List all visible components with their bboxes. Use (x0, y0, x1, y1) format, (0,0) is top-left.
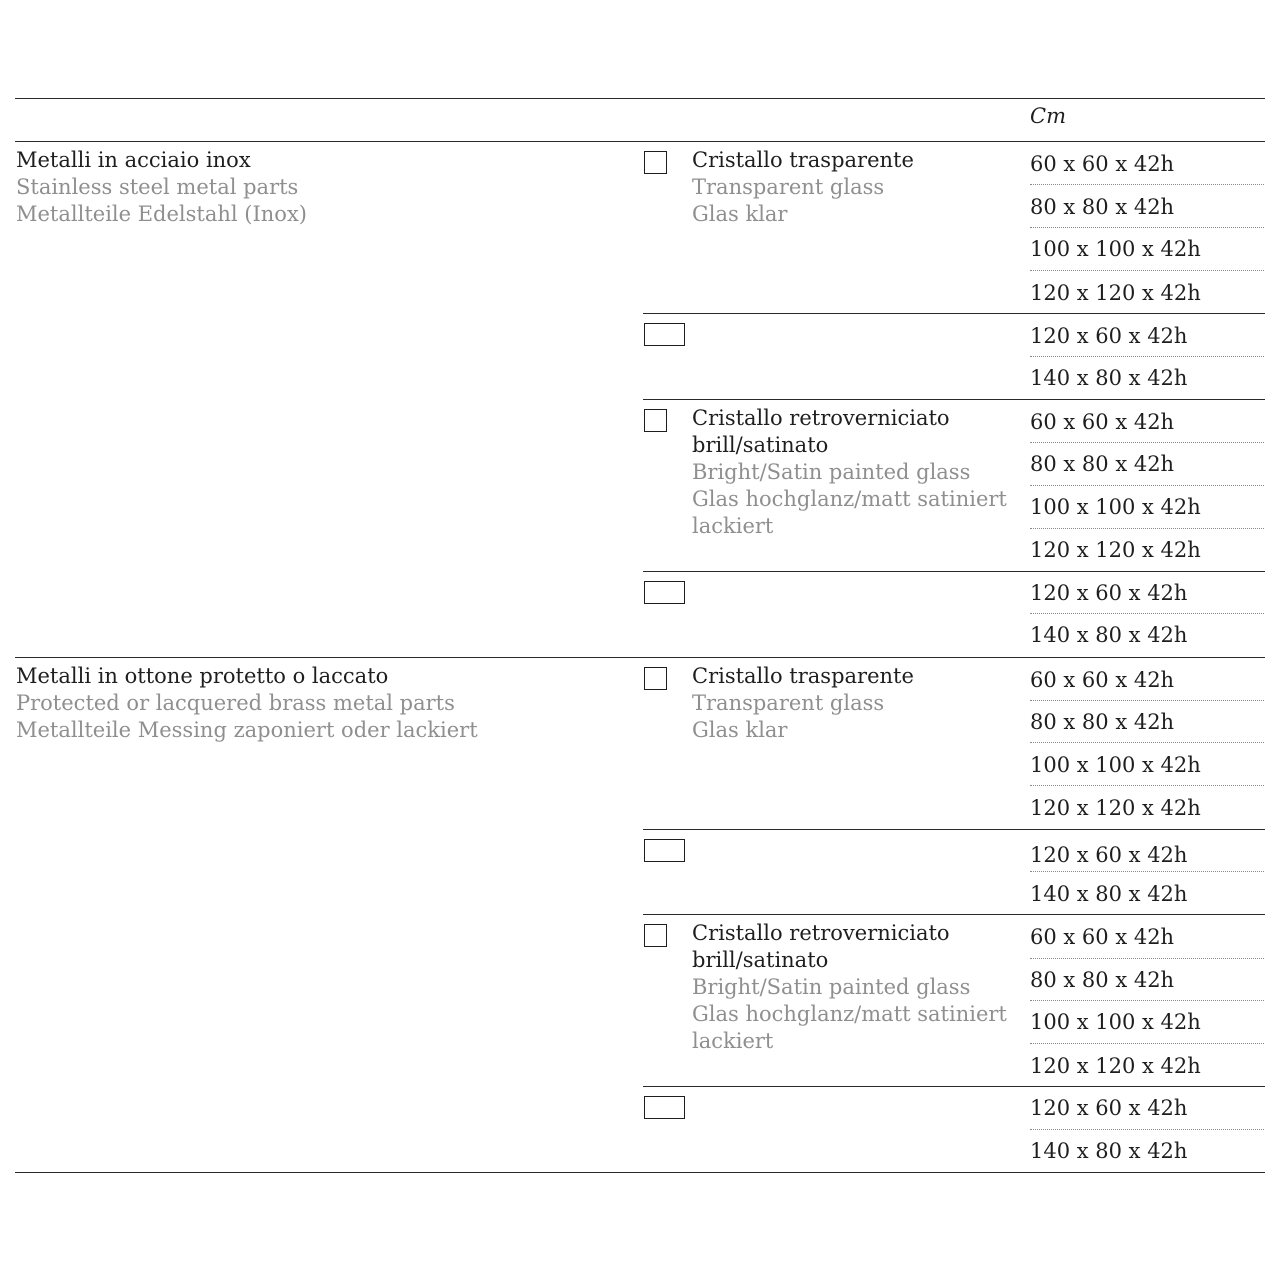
size-option: 140 x 80 x 42h (1030, 623, 1188, 647)
table-top-rule (15, 98, 1265, 99)
size-divider (1030, 700, 1264, 701)
rect-table-checkbox[interactable] (644, 581, 685, 604)
table-bottom-rule (15, 1172, 1265, 1173)
size-option: 100 x 100 x 42h (1030, 753, 1201, 777)
material-name-en: Protected or lacquered brass metal parts (16, 691, 455, 715)
size-option: 80 x 80 x 42h (1030, 195, 1175, 219)
shape-rule (643, 1086, 1265, 1087)
glass-name-en: Bright/Satin painted glass (692, 975, 971, 999)
size-option: 100 x 100 x 42h (1030, 1010, 1201, 1034)
size-divider (1030, 270, 1264, 271)
square-table-checkbox[interactable] (644, 924, 667, 947)
material-name-de: Metallteile Edelstahl (Inox) (16, 202, 307, 226)
rect-table-checkbox[interactable] (644, 1096, 685, 1119)
shape-rule (643, 571, 1265, 572)
size-option: 120 x 60 x 42h (1030, 1096, 1188, 1120)
size-divider (1030, 613, 1264, 614)
size-option: 100 x 100 x 42h (1030, 237, 1201, 261)
size-option: 80 x 80 x 42h (1030, 710, 1175, 734)
size-divider (1030, 528, 1264, 529)
rect-table-checkbox[interactable] (644, 839, 685, 862)
square-table-checkbox[interactable] (644, 667, 667, 690)
size-option: 80 x 80 x 42h (1030, 452, 1175, 476)
size-option: 60 x 60 x 42h (1030, 668, 1175, 692)
size-option: 140 x 80 x 42h (1030, 882, 1188, 906)
glass-rule (643, 399, 1265, 400)
size-option: 60 x 60 x 42h (1030, 925, 1175, 949)
glass-name-it: Cristallo retroverniciato (692, 406, 950, 430)
glass-name-it-cont: brill/satinato (692, 948, 829, 972)
glass-name-de: Glas hochglanz/matt satiniert (692, 1002, 1007, 1026)
size-divider (1030, 871, 1264, 872)
size-option: 120 x 120 x 42h (1030, 796, 1201, 820)
size-divider (1030, 1000, 1264, 1001)
size-option: 80 x 80 x 42h (1030, 968, 1175, 992)
glass-name-en: Transparent glass (692, 175, 885, 199)
shape-rule (643, 829, 1265, 830)
size-divider (1030, 1043, 1264, 1044)
size-divider (1030, 1129, 1264, 1130)
size-divider (1030, 742, 1264, 743)
header-rule (15, 141, 1265, 142)
size-option: 120 x 60 x 42h (1030, 324, 1188, 348)
size-option: 120 x 120 x 42h (1030, 281, 1201, 305)
square-table-checkbox[interactable] (644, 409, 667, 432)
shape-rule (643, 313, 1265, 314)
size-option: 140 x 80 x 42h (1030, 366, 1188, 390)
size-option: 100 x 100 x 42h (1030, 495, 1201, 519)
glass-name-it: Cristallo trasparente (692, 148, 914, 172)
glass-name-it: Cristallo trasparente (692, 664, 914, 688)
glass-name-it: Cristallo retroverniciato (692, 921, 950, 945)
glass-name-de: Glas hochglanz/matt satiniert (692, 487, 1007, 511)
size-option: 120 x 60 x 42h (1030, 581, 1188, 605)
size-divider (1030, 442, 1264, 443)
size-option: 120 x 120 x 42h (1030, 538, 1201, 562)
glass-name-de: Glas klar (692, 202, 788, 226)
size-divider (1030, 184, 1264, 185)
size-divider (1030, 485, 1264, 486)
glass-name-en: Transparent glass (692, 691, 885, 715)
size-option: 120 x 60 x 42h (1030, 843, 1188, 867)
material-name-it: Metalli in acciaio inox (16, 148, 251, 172)
unit-label: Cm (1030, 104, 1066, 128)
square-table-checkbox[interactable] (644, 151, 667, 174)
material-name-it: Metalli in ottone protetto o laccato (16, 664, 389, 688)
size-divider (1030, 785, 1264, 786)
size-option: 60 x 60 x 42h (1030, 410, 1175, 434)
material-name-en: Stainless steel metal parts (16, 175, 299, 199)
size-option: 140 x 80 x 42h (1030, 1139, 1188, 1163)
glass-name-de-cont: lackiert (692, 1029, 774, 1053)
group-rule (15, 657, 1265, 658)
glass-name-en: Bright/Satin painted glass (692, 460, 971, 484)
size-divider (1030, 356, 1264, 357)
size-divider (1030, 958, 1264, 959)
glass-name-it-cont: brill/satinato (692, 433, 829, 457)
rect-table-checkbox[interactable] (644, 323, 685, 346)
glass-name-de: Glas klar (692, 718, 788, 742)
glass-name-de-cont: lackiert (692, 514, 774, 538)
material-name-de: Metallteile Messing zaponiert oder lackiert (16, 718, 478, 742)
size-option: 60 x 60 x 42h (1030, 152, 1175, 176)
size-divider (1030, 227, 1264, 228)
glass-rule (643, 914, 1265, 915)
size-option: 120 x 120 x 42h (1030, 1054, 1201, 1078)
